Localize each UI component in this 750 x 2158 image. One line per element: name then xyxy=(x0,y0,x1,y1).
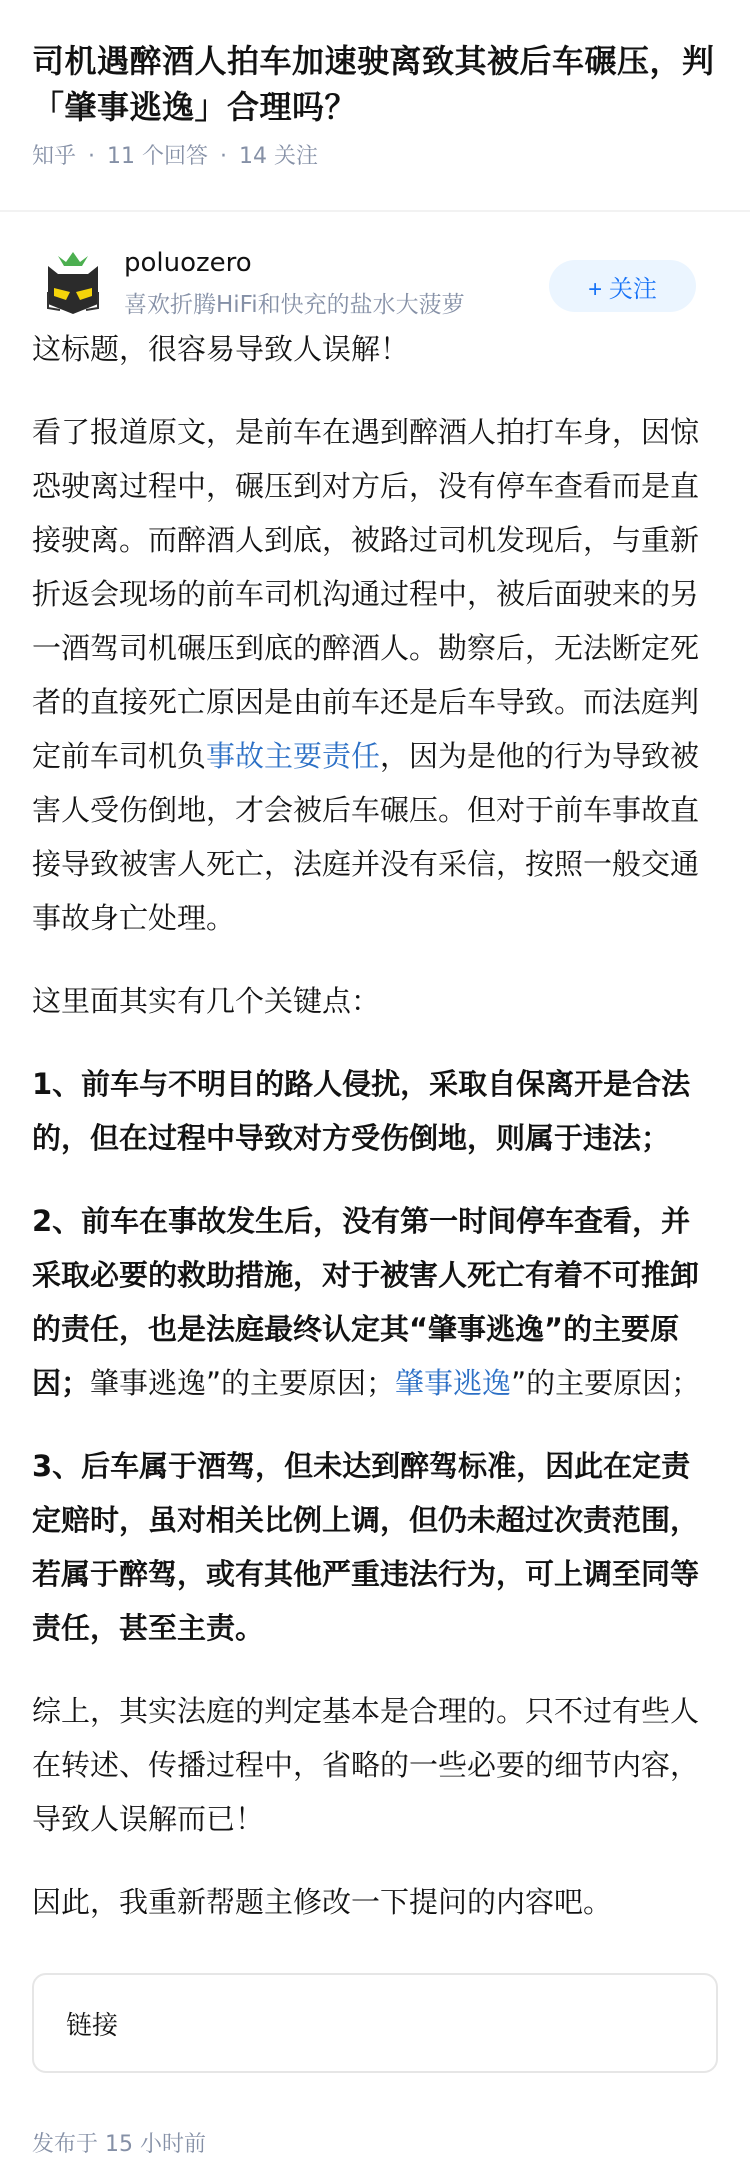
link-accident-liability[interactable]: 事故主要责任 xyxy=(206,739,381,773)
paragraph: 因此，我重新帮题主修改一下提问的内容吧。 xyxy=(32,1885,613,1919)
follower-count: 14 关注 xyxy=(239,144,319,169)
source-label[interactable]: 知乎 xyxy=(32,144,77,169)
key-point-3: 3、后车属于酒驾，但未达到醉驾标准，因此在定责定赔时，虽对相关比例上调，但仍未超过次责范围，若属于醉驾，或有其他严重违法行为，可上调至同等责任，甚至主责。 xyxy=(32,1449,700,1645)
question-header xyxy=(0,0,750,172)
paragraph: 这标题，很容易导致人误解！ xyxy=(32,332,410,366)
author-bio: 喜欢折腾HiFi和快充的盐水大菠萝 xyxy=(124,292,465,318)
text: ，因为是他的行为导致被害人受伤倒地，才会被后车碾压。但对于前车事故直接导致被害人死亡，法庭并没有采信，按照一般交通事故身亡处理。 xyxy=(32,739,700,935)
author-bar xyxy=(0,212,750,322)
paragraph: 这里面其实有几个关键点： xyxy=(32,984,381,1018)
key-point-1: 1、前车与不明目的路人侵扰，采取自保离开是合法的，但在过程中导致对方受伤倒地，则属于违法； xyxy=(32,1067,691,1155)
key-point-2 xyxy=(32,1194,718,1410)
text: ”的主要原因； xyxy=(511,1366,701,1400)
text: 2、前车在事故发生后，没有第一时间停车查看，并采取必要的救助措施，对于被害人死亡有着不可推卸的责任，也是法庭最终认定其“肇事逃逸”的主要原因； xyxy=(32,1204,700,1400)
text: 看了报道原文，是前车在遇到醉酒人拍打车身，因惊恐驶离过程中，碾压到对方后，没有停车查看而是直接驶离。而醉酒人到底，被路过司机发现后，与重新折返会现场的前车司机沟通过程中，被后面驶来的另一酒驾司机碾压到底的醉酒人。勘察后，无法断定死者的直接死亡原因是由前车还是后车导致。而法庭判定前车司机负 xyxy=(32,415,700,773)
paragraph: 综上，其实法庭的判定基本是合理的。只不过有些人在转述、传播过程中，省略的一些必要的细节内容，导致人误解而已！ xyxy=(32,1694,700,1836)
link-card-label: 链接 xyxy=(66,2010,119,2041)
paragraph xyxy=(32,405,718,945)
question-title[interactable]: 司机遇醉酒人拍车加速驶离致其被后车碾压，判「肇事逃逸」合理吗？ xyxy=(32,42,715,126)
text: 肇事逃逸”的主要原因； xyxy=(90,1366,396,1400)
follow-button[interactable]: + 关注 xyxy=(549,260,696,312)
answer-content xyxy=(0,322,750,1929)
answer-count[interactable]: 11 个回答 xyxy=(107,144,209,169)
author-name[interactable]: poluozero xyxy=(124,248,252,278)
link-hit-and-run[interactable]: 肇事逃逸 xyxy=(395,1366,512,1400)
question-meta: 知乎 · 11 个回答 · 14 关注 xyxy=(32,144,319,169)
avatar[interactable] xyxy=(40,252,106,318)
link-card[interactable] xyxy=(32,1973,718,2073)
published-time: 发布于 15 小时前 xyxy=(32,2132,206,2157)
